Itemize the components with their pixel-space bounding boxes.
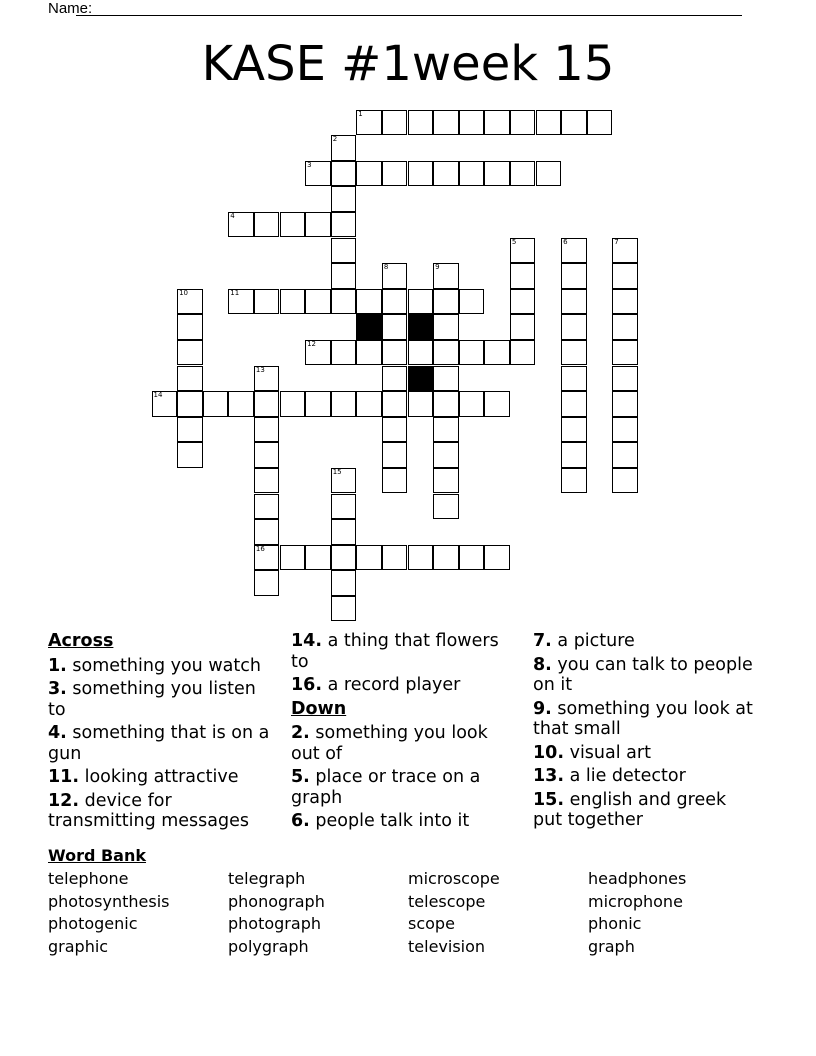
grid-cell[interactable] — [510, 238, 536, 264]
grid-cell[interactable] — [331, 289, 357, 315]
grid-cell[interactable] — [484, 161, 510, 187]
grid-cell[interactable] — [612, 468, 638, 494]
clue-down-8 — [533, 655, 755, 696]
clue-text: something that is on a gun — [48, 723, 270, 764]
grid-cell[interactable] — [356, 391, 382, 417]
cell-number: 8 — [383, 263, 389, 272]
grid-cell[interactable] — [484, 391, 510, 417]
grid-cell[interactable] — [254, 468, 280, 494]
cell-number: 2 — [332, 135, 338, 144]
grid-cell[interactable] — [408, 545, 434, 571]
clue-number: 13. — [533, 766, 565, 786]
grid-cell[interactable] — [484, 110, 510, 136]
grid-cell[interactable] — [587, 110, 613, 136]
grid-cell[interactable] — [510, 289, 536, 315]
word-bank-item: photogenic — [48, 914, 138, 934]
clue-number: 14. — [291, 631, 323, 651]
black-cell — [356, 314, 382, 340]
grid-cell[interactable] — [408, 340, 434, 366]
grid-cell[interactable] — [536, 110, 562, 136]
cell-number: 12 — [307, 339, 317, 348]
clue-number: 8. — [533, 654, 552, 675]
clue-number: 5. — [291, 767, 310, 787]
clue-number: 10. — [533, 742, 565, 763]
grid-cell[interactable] — [382, 314, 408, 340]
grid-cell[interactable] — [356, 110, 382, 136]
grid-cell[interactable] — [331, 161, 357, 187]
cell-number: 4 — [230, 211, 235, 220]
clue-across-3 — [48, 679, 270, 720]
grid-cell[interactable] — [612, 238, 638, 264]
grid-cell[interactable] — [510, 110, 536, 136]
clue-down-2 — [291, 723, 516, 764]
grid-cell[interactable] — [356, 161, 382, 187]
grid-cell[interactable] — [612, 366, 638, 392]
clue-number: 11. — [48, 767, 80, 787]
word-bank-item: scope — [408, 914, 455, 934]
clue-text: place or trace on a graph — [291, 767, 481, 808]
grid-cell[interactable] — [459, 110, 485, 136]
grid-cell[interactable] — [331, 186, 357, 212]
word-bank-item: telegraph — [228, 869, 306, 888]
grid-cell[interactable] — [305, 212, 331, 238]
grid-cell[interactable] — [382, 417, 408, 443]
grid-cell[interactable] — [254, 417, 280, 443]
clue-number: 2. — [291, 723, 310, 743]
grid-cell[interactable] — [561, 468, 587, 494]
cell-number: 3 — [307, 160, 312, 169]
grid-cell[interactable] — [561, 442, 587, 468]
grid-cell[interactable] — [433, 391, 459, 417]
grid-cell[interactable] — [305, 340, 331, 366]
grid-cell[interactable] — [254, 545, 280, 571]
grid-cell[interactable] — [536, 161, 562, 187]
word-bank-item: microscope — [408, 869, 500, 888]
clue-across-4 — [48, 723, 270, 764]
grid-cell[interactable] — [280, 289, 306, 315]
grid-cell[interactable] — [382, 161, 408, 187]
grid-cell[interactable] — [433, 161, 459, 187]
grid-cell[interactable] — [382, 391, 408, 417]
grid-cell[interactable] — [459, 289, 485, 315]
grid-cell[interactable] — [612, 314, 638, 340]
grid-cell[interactable] — [177, 366, 203, 392]
clues-column-3 — [533, 631, 755, 834]
clue-text: you can talk to people on it — [533, 654, 753, 695]
grid-cell[interactable] — [382, 289, 408, 315]
clue-text: a thing that flowers to — [291, 631, 499, 672]
cell-number: 14 — [153, 391, 163, 400]
clue-number: 9. — [533, 698, 552, 719]
clue-text: a picture — [557, 631, 635, 651]
grid-cell[interactable] — [331, 545, 357, 571]
word-bank-item: photograph — [228, 914, 321, 934]
grid-cell[interactable] — [382, 263, 408, 289]
grid-cell[interactable] — [612, 340, 638, 366]
cell-number: 10 — [179, 288, 189, 297]
clue-text: something you watch — [72, 655, 261, 676]
grid-cell[interactable] — [177, 417, 203, 443]
word-bank-item: photosynthesis — [48, 891, 170, 911]
grid-cell[interactable] — [510, 314, 536, 340]
grid-cell[interactable] — [408, 161, 434, 187]
word-bank-item: television — [408, 936, 486, 956]
grid-cell[interactable] — [280, 391, 306, 417]
grid-cell[interactable] — [612, 442, 638, 468]
grid-cell[interactable] — [280, 545, 306, 571]
clue-text: looking attractive — [84, 767, 239, 787]
clue-down-10 — [533, 743, 755, 764]
grid-cell[interactable] — [561, 238, 587, 264]
grid-cell[interactable] — [254, 442, 280, 468]
grid-cell[interactable] — [177, 289, 203, 315]
grid-cell[interactable] — [152, 391, 178, 417]
grid-cell[interactable] — [331, 340, 357, 366]
clue-down-7 — [533, 631, 755, 652]
grid-cell[interactable] — [177, 442, 203, 468]
cell-number: 13 — [255, 365, 265, 374]
clue-number: 15. — [533, 789, 565, 810]
clue-number: 7. — [533, 631, 552, 651]
grid-cell[interactable] — [280, 212, 306, 238]
grid-cell[interactable] — [561, 340, 587, 366]
cell-number: 5 — [511, 237, 517, 246]
cell-number: 11 — [230, 288, 240, 297]
clue-text: english and greek put together — [533, 789, 727, 830]
grid-cell[interactable] — [254, 289, 280, 315]
grid-cell[interactable] — [612, 417, 638, 443]
grid-cell[interactable] — [459, 545, 485, 571]
clue-number: 16. — [291, 675, 323, 695]
grid-cell[interactable] — [305, 391, 331, 417]
clue-across-11 — [48, 767, 270, 788]
grid-cell[interactable] — [382, 545, 408, 571]
grid-cell[interactable] — [433, 468, 459, 494]
clue-down-15 — [533, 790, 755, 831]
grid-cell[interactable] — [612, 391, 638, 417]
grid-cell[interactable] — [561, 314, 587, 340]
cell-number: 9 — [435, 263, 440, 272]
grid-cell[interactable] — [254, 519, 280, 545]
grid-cell[interactable] — [561, 417, 587, 443]
grid-cell[interactable] — [305, 289, 331, 315]
grid-cell[interactable] — [433, 545, 459, 571]
grid-cell[interactable] — [433, 442, 459, 468]
grid-cell[interactable] — [459, 340, 485, 366]
word-bank-item: headphones — [588, 869, 687, 888]
clue-text: a record player — [327, 675, 461, 695]
clue-down-9 — [533, 699, 755, 740]
grid-cell[interactable] — [382, 468, 408, 494]
grid-cell[interactable] — [356, 545, 382, 571]
grid-cell[interactable] — [612, 289, 638, 315]
grid-cell[interactable] — [331, 238, 357, 264]
grid-cell[interactable] — [433, 263, 459, 289]
word-bank-item: phonic — [588, 914, 642, 934]
grid-cell[interactable] — [459, 391, 485, 417]
grid-cell[interactable] — [254, 212, 280, 238]
grid-cell[interactable] — [510, 161, 536, 187]
clues-column-2 — [291, 631, 516, 835]
grid-cell[interactable] — [561, 263, 587, 289]
clue-text: something you listen to — [48, 679, 256, 720]
clue-across-16 — [291, 675, 516, 696]
grid-cell[interactable] — [331, 468, 357, 494]
grid-cell[interactable] — [177, 340, 203, 366]
grid-cell[interactable] — [433, 340, 459, 366]
grid-cell[interactable] — [408, 110, 434, 136]
grid-cell[interactable] — [433, 314, 459, 340]
page-title: KASE #1week 15 — [201, 36, 615, 92]
grid-cell[interactable] — [408, 289, 434, 315]
word-bank-item: phonograph — [228, 891, 325, 911]
grid-cell[interactable] — [612, 263, 638, 289]
grid-cell[interactable] — [356, 289, 382, 315]
clue-down-13 — [533, 766, 755, 787]
grid-cell[interactable] — [331, 135, 357, 161]
grid-cell[interactable] — [203, 391, 229, 417]
name-label: Name: — [48, 0, 93, 17]
word-bank-item: graph — [588, 936, 635, 956]
grid-cell[interactable] — [331, 519, 357, 545]
grid-cell[interactable] — [459, 161, 485, 187]
word-bank — [48, 868, 768, 958]
clue-number: 1. — [48, 655, 67, 676]
grid-cell[interactable] — [331, 391, 357, 417]
grid-cell[interactable] — [228, 212, 254, 238]
grid-cell[interactable] — [254, 570, 280, 596]
grid-cell[interactable] — [254, 494, 280, 520]
clue-number: 6. — [291, 811, 310, 831]
grid-cell[interactable] — [433, 110, 459, 136]
black-cell — [408, 366, 434, 392]
cell-number: 16 — [255, 544, 265, 553]
clue-text: something you look out of — [291, 723, 488, 764]
clue-across-14 — [291, 631, 516, 672]
grid-cell[interactable] — [433, 366, 459, 392]
cell-number: 15 — [332, 467, 342, 476]
clues-column-1 — [48, 631, 270, 835]
grid-cell[interactable] — [561, 391, 587, 417]
clue-text: something you look at that small — [533, 698, 753, 739]
clue-number: 4. — [48, 723, 67, 743]
clue-text: a lie detector — [569, 766, 686, 786]
clue-across-12 — [48, 791, 270, 832]
grid-cell[interactable] — [510, 340, 536, 366]
word-bank-item: microphone — [588, 891, 683, 911]
grid-cell[interactable] — [331, 596, 357, 622]
grid-cell[interactable] — [433, 417, 459, 443]
grid-cell[interactable] — [433, 494, 459, 520]
cell-number: 6 — [563, 237, 568, 246]
grid-cell[interactable] — [382, 366, 408, 392]
grid-cell[interactable] — [177, 391, 203, 417]
clue-down-6 — [291, 811, 516, 832]
clue-number: 12. — [48, 790, 80, 811]
grid-cell[interactable] — [510, 263, 536, 289]
grid-cell[interactable] — [484, 340, 510, 366]
grid-cell[interactable] — [356, 340, 382, 366]
grid-cell[interactable] — [331, 263, 357, 289]
grid-cell[interactable] — [408, 391, 434, 417]
word-bank-item: telescope — [408, 891, 486, 911]
clue-text: device for transmitting messages — [48, 790, 250, 831]
grid-cell[interactable] — [228, 289, 254, 315]
clue-text: people talk into it — [315, 811, 470, 831]
grid-cell[interactable] — [254, 366, 280, 392]
clue-down-5 — [291, 767, 516, 808]
grid-cell[interactable] — [561, 366, 587, 392]
clue-across-1 — [48, 656, 270, 677]
down-heading: Down — [291, 698, 347, 719]
black-cell — [408, 314, 434, 340]
grid-cell[interactable] — [484, 545, 510, 571]
cell-number: 1 — [358, 109, 363, 118]
grid-cell[interactable] — [382, 442, 408, 468]
word-bank-item: graphic — [48, 936, 109, 956]
grid-cell[interactable] — [305, 545, 331, 571]
word-bank-title: Word Bank — [48, 846, 147, 865]
grid-cell[interactable] — [228, 391, 254, 417]
grid-cell[interactable] — [177, 314, 203, 340]
grid-cell[interactable] — [561, 110, 587, 136]
grid-cell[interactable] — [254, 391, 280, 417]
cell-number: 7 — [614, 237, 619, 246]
grid-cell[interactable] — [331, 212, 357, 238]
grid-cell[interactable] — [305, 161, 331, 187]
grid-cell[interactable] — [382, 340, 408, 366]
clue-text: visual art — [569, 742, 651, 763]
grid-cell[interactable] — [382, 110, 408, 136]
across-heading: Across — [48, 631, 114, 651]
grid-cell[interactable] — [433, 289, 459, 315]
word-bank-item: polygraph — [228, 936, 309, 956]
grid-cell[interactable] — [331, 494, 357, 520]
grid-cell[interactable] — [331, 570, 357, 596]
grid-cell[interactable] — [561, 289, 587, 315]
word-bank-item: telephone — [48, 869, 129, 888]
clue-number: 3. — [48, 679, 67, 699]
